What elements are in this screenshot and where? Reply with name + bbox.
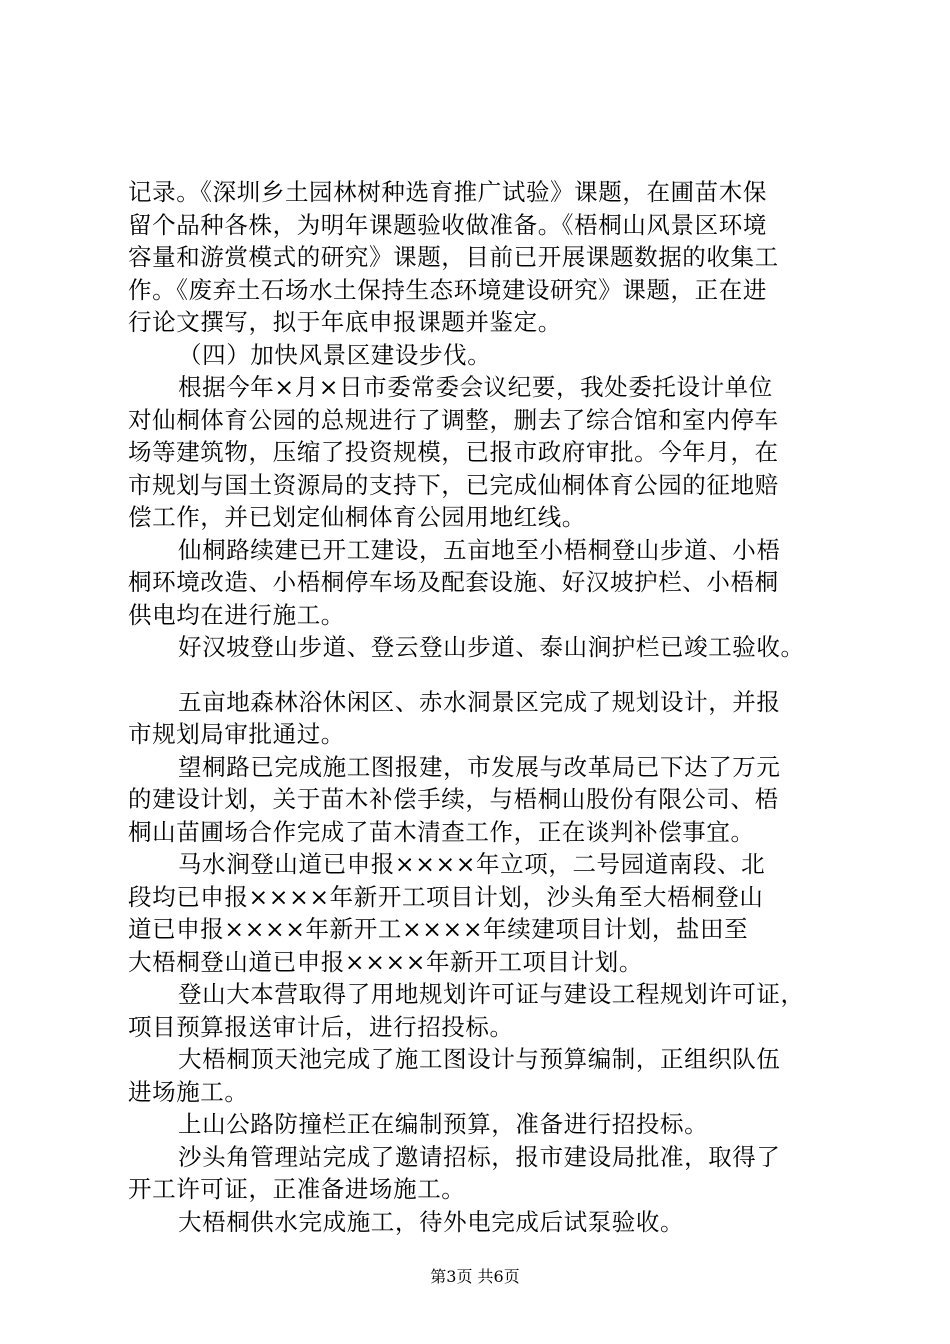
paragraph-line: 留个品种各株，为明年课题验收做准备。《梧桐山风景区环境 <box>128 210 767 239</box>
paragraph-line: 作。《废弃土石场水土保持生态环境建设研究》课题，正在进 <box>128 275 767 304</box>
paragraph-line: 段均已申报××××年新开工项目计划，沙头角至大梧桐登山 <box>128 882 764 911</box>
paragraph-line: 望桐路已完成施工图报建，市发展与改革局已下达了万元 <box>178 752 781 781</box>
paragraph-line: 市规划与国土资源局的支持下，已完成仙桐体育公园的征地赔 <box>128 470 779 499</box>
page-number: 第3页 共6页 <box>430 1267 520 1286</box>
paragraph-line: 市规划局审批通过。 <box>128 720 345 748</box>
paragraph-line: 好汉坡登山步道、登云登山步道、泰山涧护栏已竣工验收。 <box>178 633 805 661</box>
paragraph-line: 大梧桐登山道已申报××××年新开工项目计划。 <box>128 947 643 976</box>
paragraph-line: 进场施工。 <box>128 1077 249 1106</box>
paragraph-line: 道已申报××××年新开工××××年续建项目计划，盐田至 <box>128 915 749 943</box>
paragraph-line: 大梧桐供水完成施工，待外电完成后试泵验收。 <box>178 1207 685 1236</box>
document-body <box>128 176 848 1238</box>
paragraph-line: 登山大本营取得了用地规划许可证与建设工程规划许可证， <box>178 980 805 1008</box>
section-heading: （四）加快风景区建设步伐。 <box>178 340 492 369</box>
paragraph-line: 偿工作，并已划定仙桐体育公园用地红线。 <box>128 503 586 531</box>
paragraph-line: 根据今年×月×日市委常委会议纪要，我处委托设计单位 <box>178 373 773 401</box>
paragraph-line: 桐山苗圃场合作完成了苗木清查工作，正在谈判补偿事宜。 <box>128 817 755 846</box>
paragraph-line: 开工许可证，正准备进场施工。 <box>128 1175 466 1203</box>
paragraph-line: 项目预算报送审计后，进行招投标。 <box>128 1012 514 1041</box>
page-footer <box>0 1267 950 1287</box>
paragraph-line: 马水涧登山道已申报××××年立项，二号园道南段、北 <box>178 850 766 878</box>
paragraph-line: 容量和游赏模式的研究》课题，目前已开展课题数据的收集工 <box>128 243 779 271</box>
paragraph-line: 对仙桐体育公园的总规进行了调整，删去了综合馆和室内停车 <box>128 405 779 434</box>
paragraph-line: 仙桐路续建已开工建设，五亩地至小梧桐登山步道、小梧 <box>178 535 781 564</box>
paragraph-line: 桐环境改造、小梧桐停车场及配套设施、好汉坡护栏、小梧桐 <box>128 568 779 596</box>
paragraph-line: 沙头角管理站完成了邀请招标，报市建设局批准，取得了 <box>178 1142 781 1171</box>
paragraph-line: 行论文撰写，拟于年底申报课题并鉴定。 <box>128 308 562 336</box>
paragraph-line: 大梧桐顶天池完成了施工图设计与预算编制，正组织队伍 <box>178 1045 781 1073</box>
paragraph-line: 场等建筑物，压缩了投资规模，已报市政府审批。今年月，在 <box>128 438 779 466</box>
paragraph-line: 的建设计划，关于苗木补偿手续，与梧桐山股份有限公司、梧 <box>128 785 779 813</box>
paragraph-line: 记录。《深圳乡土园林树种选育推广试验》课题，在圃苗木保 <box>128 178 767 206</box>
paragraph-line: 供电均在进行施工。 <box>128 600 345 629</box>
paragraph-line: 五亩地森林浴休闲区、赤水洞景区完成了规划设计，并报 <box>178 687 781 716</box>
paragraph-line: 上山公路防撞栏正在编制预算，准备进行招投标。 <box>178 1110 709 1138</box>
